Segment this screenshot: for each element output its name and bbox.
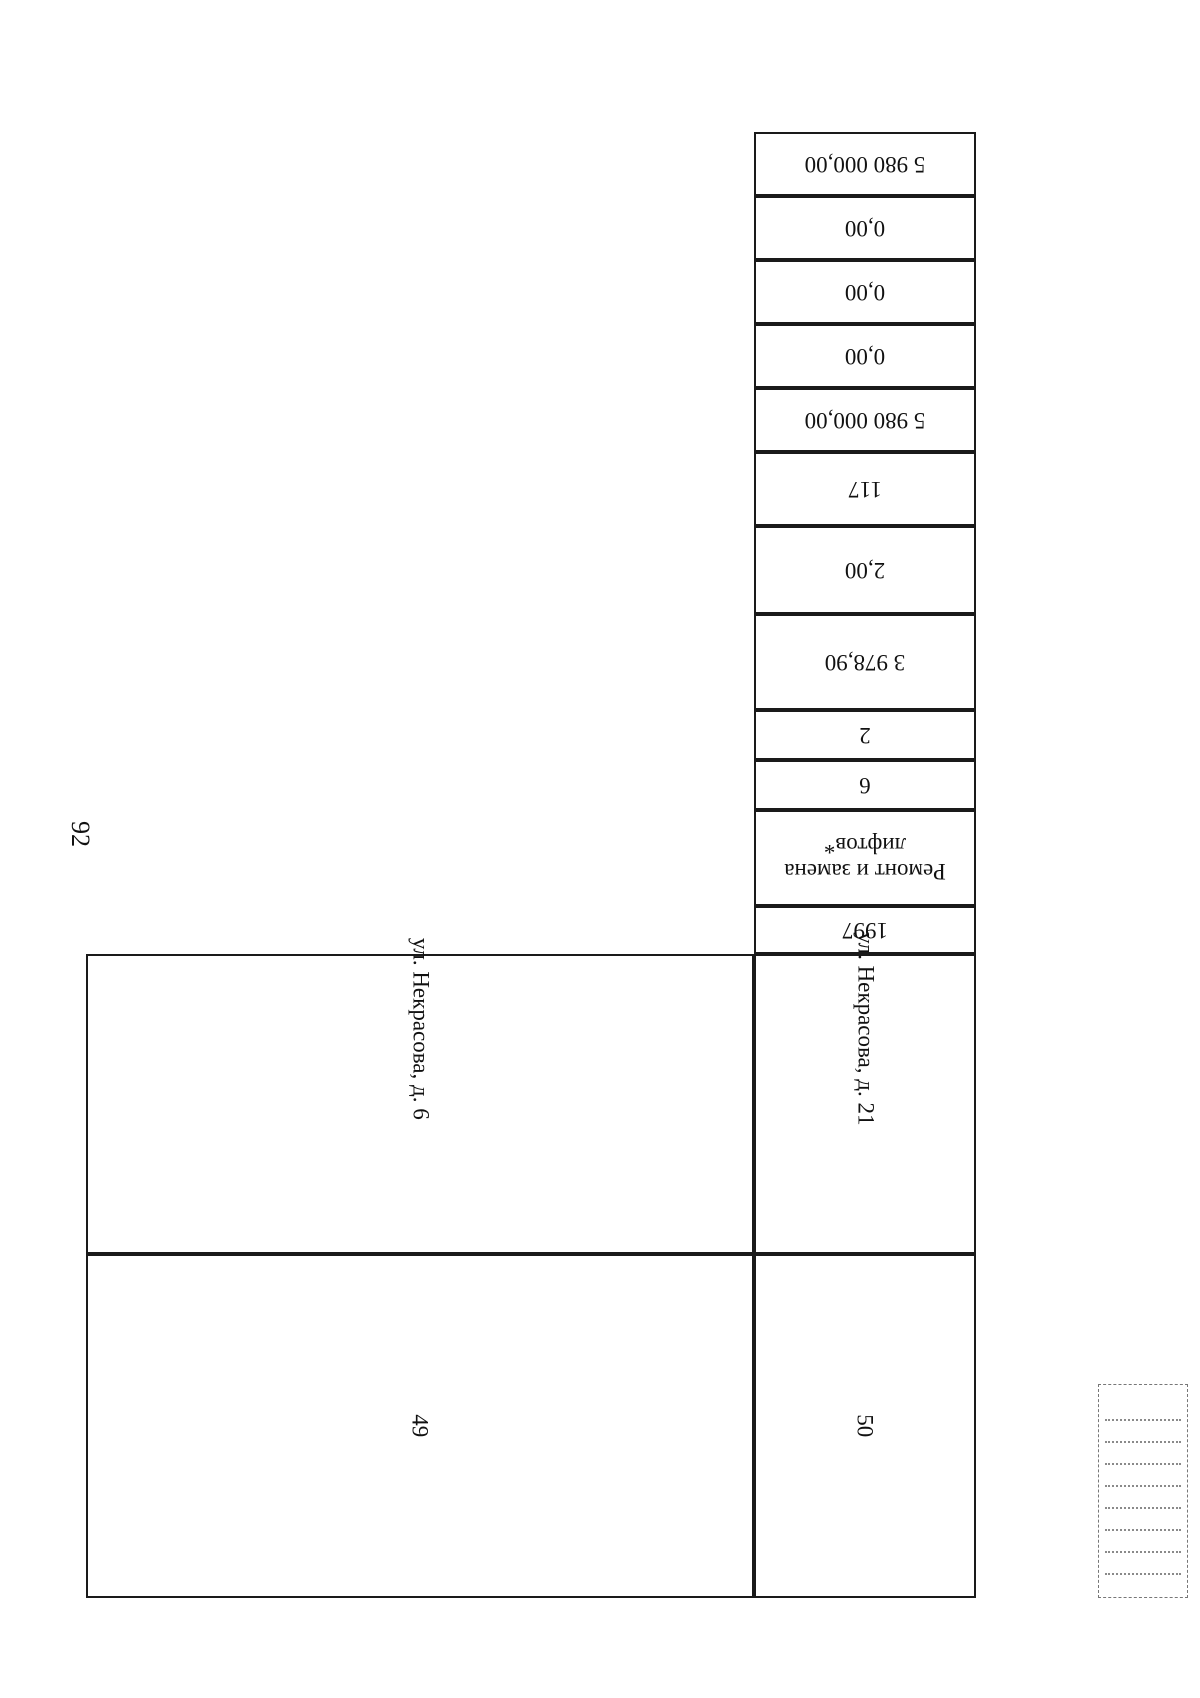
approval-stamp [1098, 1384, 1188, 1598]
row-50-area: 3 978,90 [754, 614, 976, 710]
row-50-col4: 2 [754, 710, 976, 760]
row-50-sum: 5 980 000,00 [754, 132, 976, 196]
row-50-zero2: 0,00 [754, 260, 976, 324]
row-50-zero3: 0,00 [754, 196, 976, 260]
row-50-year: 1997 [754, 906, 976, 954]
row-50-number: 50 [754, 1254, 976, 1598]
row-50-quantity: 2,00 [754, 526, 976, 614]
page-number: 92 [66, 821, 95, 847]
row-50-address: ул. Некрасова, д. 21 [754, 954, 976, 1254]
row-49-number: 49 [86, 1254, 754, 1598]
row-50-total: 5 980 000,00 [754, 388, 976, 452]
row-50-zero1: 0,00 [754, 324, 976, 388]
row-50-col117: 117 [754, 452, 976, 526]
row-49-address: ул. Некрасова, д. 6 [86, 954, 754, 1254]
row-50-col5: 6 [754, 760, 976, 810]
row-50-work-type: Ремонт и замена лифтов* [754, 810, 976, 906]
